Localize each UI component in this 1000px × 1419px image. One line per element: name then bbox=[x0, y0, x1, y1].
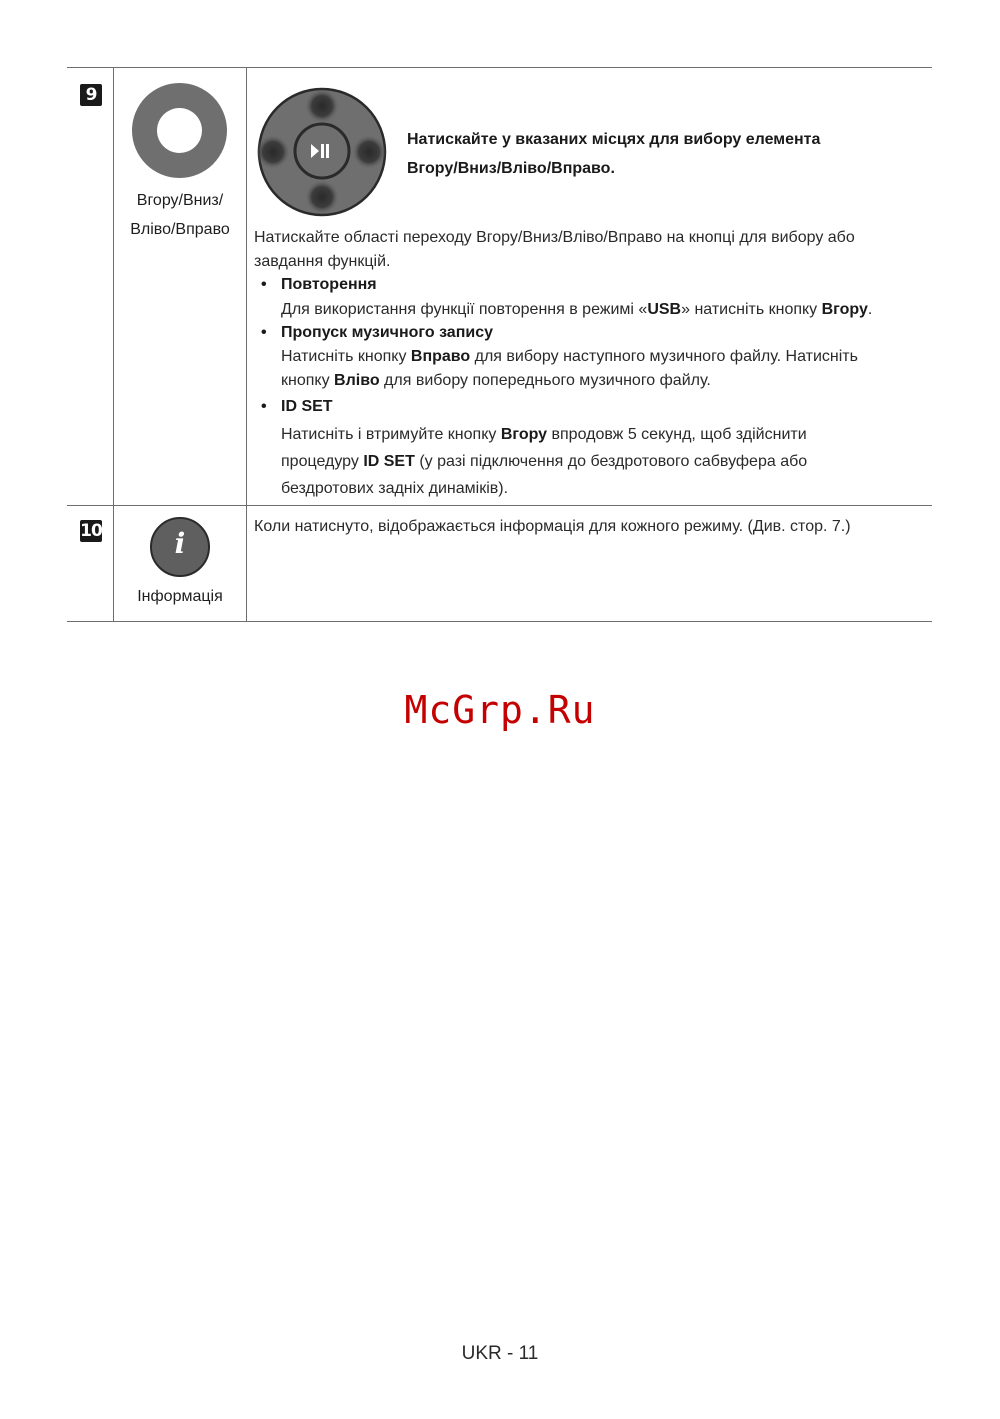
row-number-badge: 10 bbox=[80, 521, 102, 541]
info-icon: i bbox=[150, 517, 210, 577]
table-top-border bbox=[67, 67, 932, 68]
bullet-skip-body: Натисніть кнопку Вправо для вибору наступного музичного файлу. Натисніть кнопку Вліво для вибору попереднього музичного файлу. bbox=[281, 348, 858, 389]
info-description: Коли натиснуто, відображається інформація для кожного режиму. (Див. стор. 7.) bbox=[254, 518, 851, 535]
page-number: UKR - 11 bbox=[461, 1343, 539, 1364]
dpad-intro: Натискайте області переходу Вгору/Вниз/Вліво/Вправо на кнопці для вибору або завдання функцій. bbox=[254, 229, 855, 270]
watermark: McGrp.Ru bbox=[404, 688, 596, 732]
button-label: Вгору/Вниз/ Вліво/Вправо bbox=[130, 192, 230, 238]
bullet-repeat-title: • Повторення bbox=[261, 273, 377, 297]
row-number-badge: 9 bbox=[80, 84, 102, 106]
bullet-skip-title: • Пропуск музичного запису bbox=[261, 321, 493, 345]
button-label: Інформація bbox=[137, 588, 223, 605]
dpad-play-pause-icon bbox=[257, 87, 387, 217]
row-divider bbox=[67, 505, 932, 506]
table-bottom-border bbox=[67, 621, 932, 622]
bullet-idset-body: Натисніть і втримуйте кнопку Вгору впродовж 5 секунд, щоб здійснити процедуру ID SET (у разі підключення до бездротового сабвуфера або бездротових задніх динаміків). bbox=[281, 426, 808, 497]
bullet-idset-title: • ID SET bbox=[261, 395, 333, 419]
column-divider-1 bbox=[113, 67, 114, 622]
column-divider-2 bbox=[246, 67, 247, 622]
dpad-heading: Натискайте у вказаних місцях для вибору елемента Вгору/Вниз/Вліво/Вправо. bbox=[407, 131, 821, 177]
bullet-repeat-body: Для використання функції повторення в режимі «USB» натисніть кнопку Вгору. bbox=[281, 301, 873, 318]
dpad-ring-icon bbox=[132, 83, 227, 178]
